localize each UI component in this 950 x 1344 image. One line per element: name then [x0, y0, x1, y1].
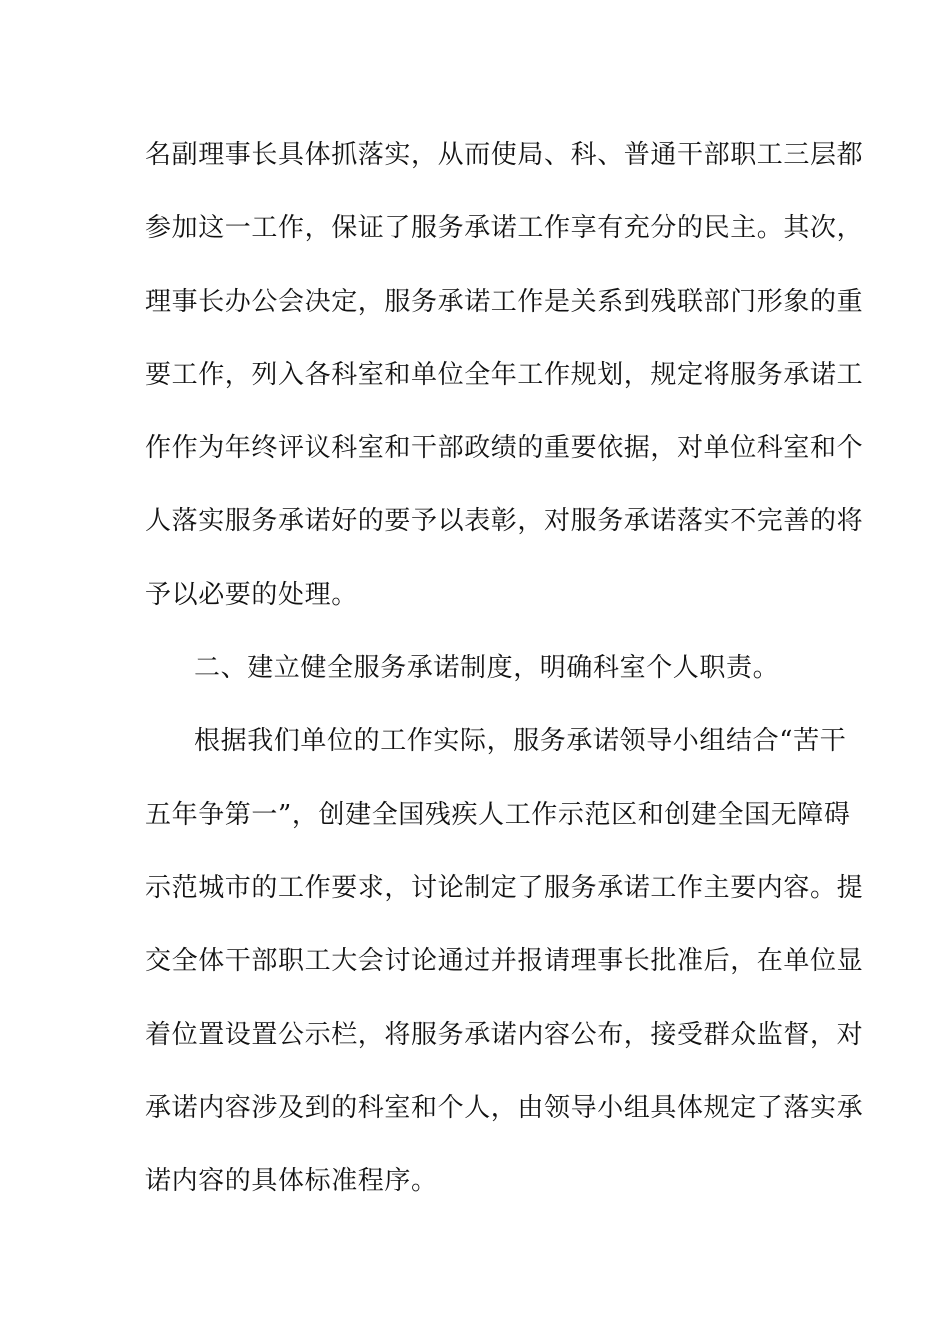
text-line: 予以必要的处理。 [145, 579, 358, 610]
text-line: 交全体干部职工大会讨论通过并报请理事长批准后，在单位显 [145, 946, 864, 977]
paragraph-first-line: 根据我们单位的工作实际，服务承诺领导小组结合“苦干 [194, 726, 847, 757]
text-line: 名副理事长具体抓落实，从而使局、科、普通干部职工三层都 [145, 140, 864, 170]
text-line: 着位置设置公示栏，将服务承诺内容公布，接受群众监督，对 [145, 1019, 864, 1050]
text-line: 理事长办公会决定，服务承诺工作是关系到残联部门形象的重 [145, 286, 864, 317]
text-line: 五年争第一”，创建全国残疾人工作示范区和创建全国无障碍 [145, 799, 851, 830]
text-line: 人落实服务承诺好的要予以表彰，对服务承诺落实不完善的将 [145, 506, 864, 537]
document-body [145, 130, 864, 1229]
text-line: 承诺内容涉及到的科室和个人，由领导小组具体规定了落实承 [145, 1092, 864, 1123]
text-line: 诺内容的具体标准程序。 [145, 1166, 438, 1197]
text-line: 示范城市的工作要求，讨论制定了服务承诺工作主要内容。提 [145, 872, 864, 903]
text-line: 要工作，列入各科室和单位全年工作规划，规定将服务承诺工 [145, 359, 864, 390]
section-heading: 二、建立健全服务承诺制度，明确科室个人职责。 [194, 653, 780, 684]
text-line: 参加这一工作，保证了服务承诺工作享有充分的民主。其次， [145, 213, 864, 244]
text-line: 作作为年终评议科室和干部政绩的重要依据，对单位科室和个 [145, 433, 864, 464]
